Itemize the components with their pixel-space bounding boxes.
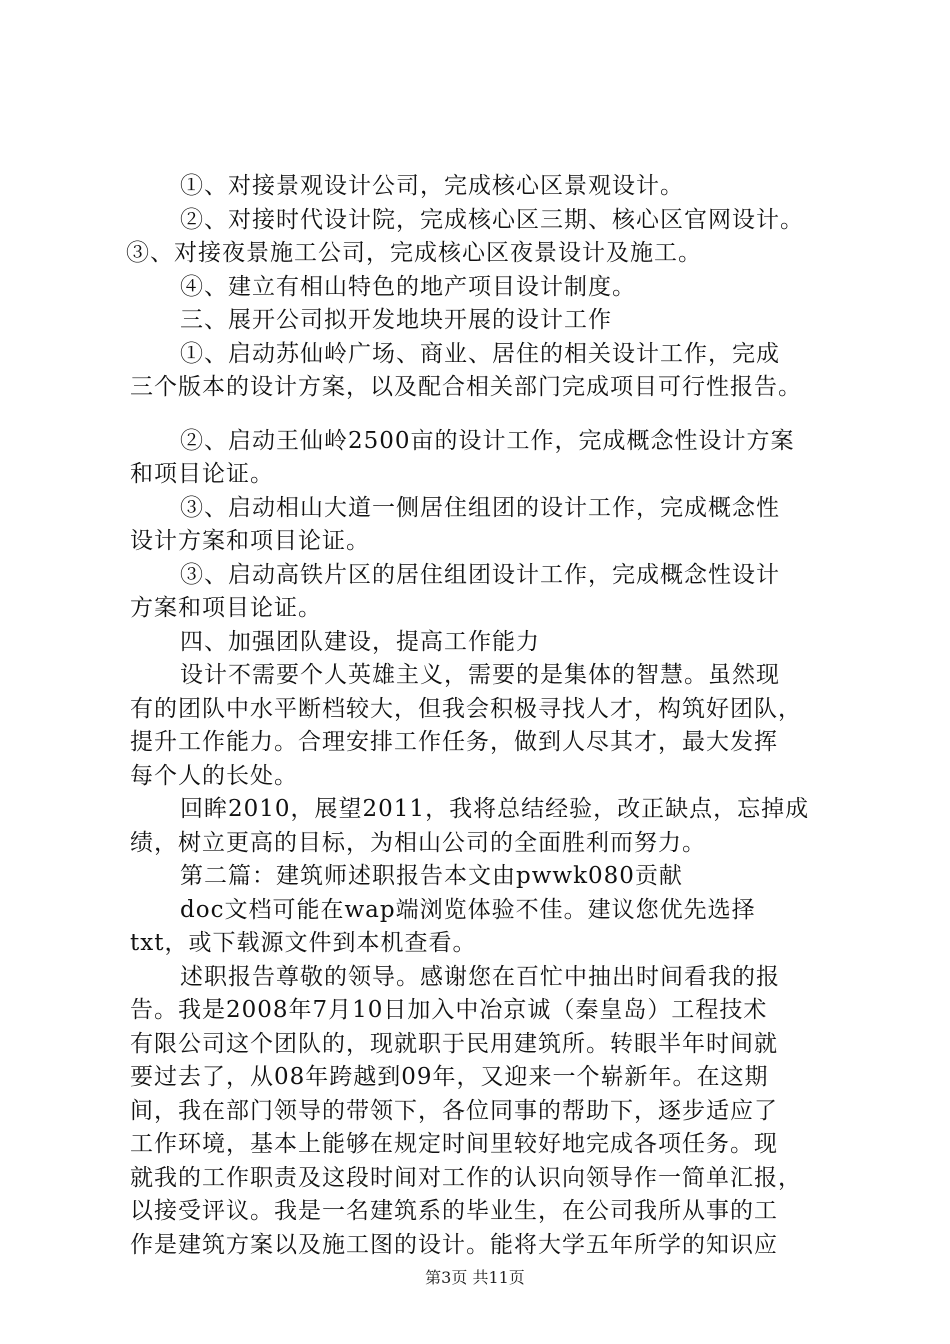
text-line: 要过去了，从08年跨越到09年，又迎来一个崭新年。在这期 bbox=[130, 1064, 769, 1090]
text-line: ②、启动王仙岭2500亩的设计工作，完成概念性设计方案 bbox=[180, 427, 795, 454]
text-line: 就我的工作职责及这段时间对工作的认识向领导作一简单汇报， bbox=[130, 1164, 802, 1191]
text-line: 提升工作能力。合理安排工作任务，做到人尽其才，最大发挥 bbox=[130, 729, 778, 755]
text-line: 以接受评议。我是一名建筑系的毕业生，在公司我所从事的工 bbox=[130, 1198, 778, 1224]
text-line: 回眸2010，展望2011，我将总结经验，改正缺点，忘掉成 bbox=[180, 796, 810, 822]
page-number: 第3页 共11页 bbox=[425, 1268, 525, 1287]
text-line: ②、对接时代设计院，完成核心区三期、核心区官网设计。 bbox=[180, 206, 804, 233]
document-body bbox=[126, 170, 860, 1262]
text-line: ③、启动高铁片区的居住组团设计工作，完成概念性设计 bbox=[180, 561, 780, 588]
section-heading: 四、加强团队建设，提高工作能力 bbox=[180, 628, 540, 655]
text-line: 有限公司这个团队的，现就职于民用建筑所。转眼半年时间就 bbox=[130, 1030, 778, 1057]
text-line: 有的团队中水平断档较大，但我会积极寻找人才，构筑好团队， bbox=[130, 695, 802, 722]
text-line: 作是建筑方案以及施工图的设计。能将大学五年所学的知识应 bbox=[130, 1231, 778, 1258]
text-line: 工作环境，基本上能够在规定时间里较好地完成各项任务。现 bbox=[130, 1131, 778, 1157]
section-heading: 第二篇：建筑师述职报告本文由pwwk080贡献 bbox=[180, 863, 683, 889]
text-line: ①、对接景观设计公司，完成核心区景观设计。 bbox=[180, 173, 684, 199]
text-line: 设计方案和项目论证。 bbox=[130, 528, 370, 554]
paragraph-gap bbox=[130, 405, 860, 425]
text-line: doc文档可能在wap端浏览体验不佳。建议您优先选择 bbox=[180, 896, 756, 923]
text-line: txt，或下载源文件到本机查看。 bbox=[130, 930, 477, 956]
section-heading: 三、展开公司拟开发地块开展的设计工作 bbox=[180, 307, 612, 333]
text-line: 间，我在部门领导的带领下，各位同事的帮助下，逐步适应了 bbox=[130, 1097, 778, 1124]
text-line: 设计不需要个人英雄主义，需要的是集体的智慧。虽然现 bbox=[180, 662, 780, 688]
text-line: ③、启动相山大道一侧居住组团的设计工作，完成概念性 bbox=[180, 494, 780, 521]
text-line: 绩，树立更高的目标，为相山公司的全面胜利而努力。 bbox=[130, 829, 706, 856]
text-line: 每个人的长处。 bbox=[130, 762, 298, 789]
text-line: ④、建立有相山特色的地产项目设计制度。 bbox=[180, 273, 636, 300]
text-line: 和项目论证。 bbox=[130, 461, 274, 487]
text-line: ③、对接夜景施工公司，完成核心区夜景设计及施工。 bbox=[126, 240, 702, 266]
text-line: 方案和项目论证。 bbox=[130, 595, 322, 621]
text-line: 述职报告尊敬的领导。感谢您在百忙中抽出时间看我的报 bbox=[180, 963, 780, 990]
text-line: ①、启动苏仙岭广场、商业、居住的相关设计工作，完成 bbox=[180, 340, 780, 367]
text-line: 告。我是2008年7月10日加入中冶京诚（秦皇岛）工程技术 bbox=[130, 997, 768, 1023]
text-line: 三个版本的设计方案，以及配合相关部门完成项目可行性报告。 bbox=[130, 374, 802, 400]
page-footer bbox=[0, 1268, 950, 1288]
